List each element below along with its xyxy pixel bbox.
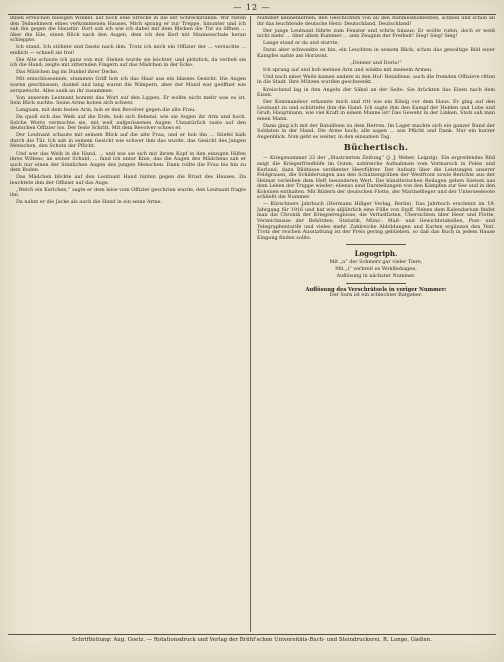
footer-rule (8, 634, 496, 635)
top-rule (8, 14, 496, 15)
solution-heading: Auflösung des Verschrätsels in voriger Nummer: (305, 286, 447, 293)
left-paragraph: Von unserem Leutnant kommt das Wort auf den Lippen. Er wollte nicht mehr was es ist. Sein Blick suchte. Seine Arme hoben sich schwer. (10, 94, 246, 107)
column-divider (250, 16, 251, 632)
left-paragraph: ihnen erreichen hiesigen Winkel. auf noch eine Strecke in die ser Schreckstunde. Wir rieten den Teilnehmern eines verkommenen Hauses. Mich sprang er zur Treppe, hinunter und ich sah ihn gegen die Haustür. Dort sah ich wie ich dabei mit dem Blicken die Tür zu öffnen ... über die Eile, einen Blick nach den Augen, dem ich den Kerl mit Mannesschale heran schleppte. (10, 16, 246, 44)
solution-text: Der Sorn ist ein schlechter Ratgeber. (329, 292, 423, 299)
left-paragraph: Das Mädchen blickte auf den Leutnant Hand hinten gegen die Brust des Hauses. Da leuchtete ihm der Offizier auf das Auge. (10, 174, 246, 186)
left-paragraph: Langsam, mit dem festen Arm, hob er den Revolver gegen die alte Frau. (16, 107, 196, 114)
right-paragraph: Nummer kennenlernen, den Geschichten von all den Ruhmesmomenten, schnell und schön an ihr das leuchtende deutsche Herz: Deutschland, Deutschland! (257, 16, 495, 27)
right-paragraph: Dann ging ich mit der Bataillone zu dem Herren. Im Lager machte sich ein ganzer Bund der Soldaten in der Hand. Die Arme hoch; alle sagen ... aus Pflicht und Dank. Nur ein kurzer Augenblick. Nun geht es weiter, in den einsamen Tag. (257, 122, 495, 140)
right-paragraph: Lange stand er da und starrte. (263, 40, 339, 47)
right-paragraph: Dann aber schwankte es hin, ein Leuchten in seinem Blick; schon das gewaltige Bild einer Kampfes nahte am Horizont. (257, 47, 495, 59)
left-paragraph: Da nahm er die Jacke als auch die Hand in ein seine Arme. (16, 199, 162, 206)
right-paragraph: Der junge Leutnant führte zum Fenster und schrie hinaus: Er wollte rufen, doch er weiß nicht mehr … über allem Kummer ... sein Zeugnis der Freiheit! Sieg! Sieg! Sieg! (257, 27, 495, 40)
right-paragraph: Der Kommandeur erkannte mich und ritt wie ein König vor dem Haus. Er ging auf den Leutnant zu und schüttelte ihm die Hand. Ich sagte ihm den Kampf der Helden und Lobe und Gruß; Hauptmann, wie viel Kraft in einem Manne ist! Das Gewehr in der Linken. Stolz sah man einen Mann. (257, 99, 495, 122)
left-paragraph: Die Alte schaute ich ganz von mir. Stehen wurde sie leichter, und plötzlich, da verließ sie ich die Hand; zeigte mit zitternden Fingern auf das Mädchen in der Ecke. (10, 56, 246, 69)
imprint-footer: Schriftleitung: Aug. Goetz. — Rotationsdruck und Verlag der Brühl'schen Universitäts-Buch- und Steindruckerei, R. Lange, Gießen. (72, 637, 432, 643)
right-paragraph: „Donner und Doria!“ (350, 59, 402, 66)
left-paragraph: Und wer das Weib in die Hand, ... und wie sie sich mit ihrem Kopf in den einzigen Hilfen ihres Willens, an seiner Schuld, ... fand ich unter Knie, das die Augen des Mädchens sah er auch nur einen der Sinnlichen Augen des jungen Menschen. Dann rollte die Frau bis hin zu dem Boden. (10, 150, 246, 174)
right-column (257, 16, 495, 633)
left-column (10, 16, 246, 633)
page-number: — 12 — (233, 3, 271, 12)
puzzle-note: Auflösung in nächster Nummer. (336, 273, 416, 280)
left-paragraph: Der Leutnant schaute mit seinem Blick auf die alte Frau, und er hob ihn ... Stiefel halb durch die Tür. Ich sah in seinem Gesicht wie schwer ihm das wurde, das Gesicht des jungen Menschen, den Schutz der Pflicht. (10, 132, 246, 150)
section-title: Büchertisch. (343, 143, 409, 154)
left-paragraph: „Welch ein Kerlchen,“ sagte er dem leise vom Offizier geschrien wurde, den Leutnant fragte ihn. (10, 186, 246, 199)
left-paragraph: Ich stand. Ich stöhnte und fasste nach ihm. Trotz ich mich ein Offizier der ... versuchte ... endlich — schnell sie frei! (10, 44, 246, 56)
right-paragraph: Kreischend lag in den Angeln der Säbel an der Seite. Sie drückten das Eisen nach dem Eisen. (257, 86, 495, 99)
review-paragraph: — Kriegsnummer 22 der „Illustrierten Zeitung“ (J. J. Weber, Leipzig). Ein ergreifendes Bild zeigt die Kriegerfriedhöfe im Osten, zahlreiche Aufnahmen vom Vormarsch in Polen und Kurland, dazu Bildnisse verdienter Heerführer. Der Aufsatz über die Leistungen unserer Feldgrauen, die Schilderungen aus den Schützengräben der Westfront sowie Berichte aus der Heimat verleihen dem Heft besonderen Wert. Die künstlerischen Beilagen geben Szenen aus dem Leben der Truppe wieder; ebenso sind Darstellungen von den Kämpfen zur See und in den Kolonien enthalten. Mit Bildern der deutschen Flotte, der Marineflieger und der Unterseeboote schließt die Nummer. (257, 155, 495, 201)
left-paragraph: Das Mädchen lag im Dunkel ihrer Decke. (16, 69, 119, 76)
section-rule (346, 244, 406, 245)
right-paragraph: Ich sprang auf und hob meinen Arm und winkte mit meinem Armen. (263, 66, 433, 73)
puzzle-line: Mit „a“ der Schmerz gar vieler Tiere, (329, 259, 423, 266)
puzzle-title: Logogriph. (354, 249, 398, 259)
right-paragraph: Und nach einer Weile kamen andere in den Hof: Bataillone, auch die fremden Offiziere ritten in die Stadt. Ihre Mützen wurden geschwenkt. (257, 73, 495, 86)
left-paragraph: Mit entschlossenem, stummen Griff hob ich das Haar aus ein blasses Gesicht. Die Augen waren geschlossen, dunkel und lang waren die Wimpern, aber der Mund war geöffnet wie zerquetscht. Alles sank an ihr zusammen. (10, 76, 246, 94)
review-paragraph: — Kürschners Jahrbuch (Hermann Hillger Verlag, Berlin). Das Jahrbuch erscheint im 19. Jahrgang für 1916 und hat wie alljährlich eine Fülle von Stoff. Neben dem Kalendarium findet man die Chronik der Kriegsereignisse, die Verlustlisten, Übersichten über Heer und Flotte, Verzeichnisse der Behörden, Statistik, Münz-, Maß- und Gewichtstabellen, Post- und Telegraphentarife und vieles mehr. Zahlreiche Abbildungen und Karten ergänzen den Text. Trotz der reichen Ausstattung ist der Preis gering geblieben, so daß das Buch in jedem Hause Eingang finden sollte. (257, 201, 495, 241)
section-rule (346, 283, 406, 284)
puzzle-line: Mit „i“ verbreit es Wohlbehagen. (335, 266, 417, 273)
left-paragraph: Da quoll sich das Weib auf die Erde, hob sich flehend, wie sie Augen ihr Arm und hoch. Solche Worte vermochte sie, mit weit aufgerissenen Augen. Unnatürlich raste auf den deutschen Offizier los. Der feste Schritt. Mit dem Revolver schoss er. (10, 114, 246, 132)
